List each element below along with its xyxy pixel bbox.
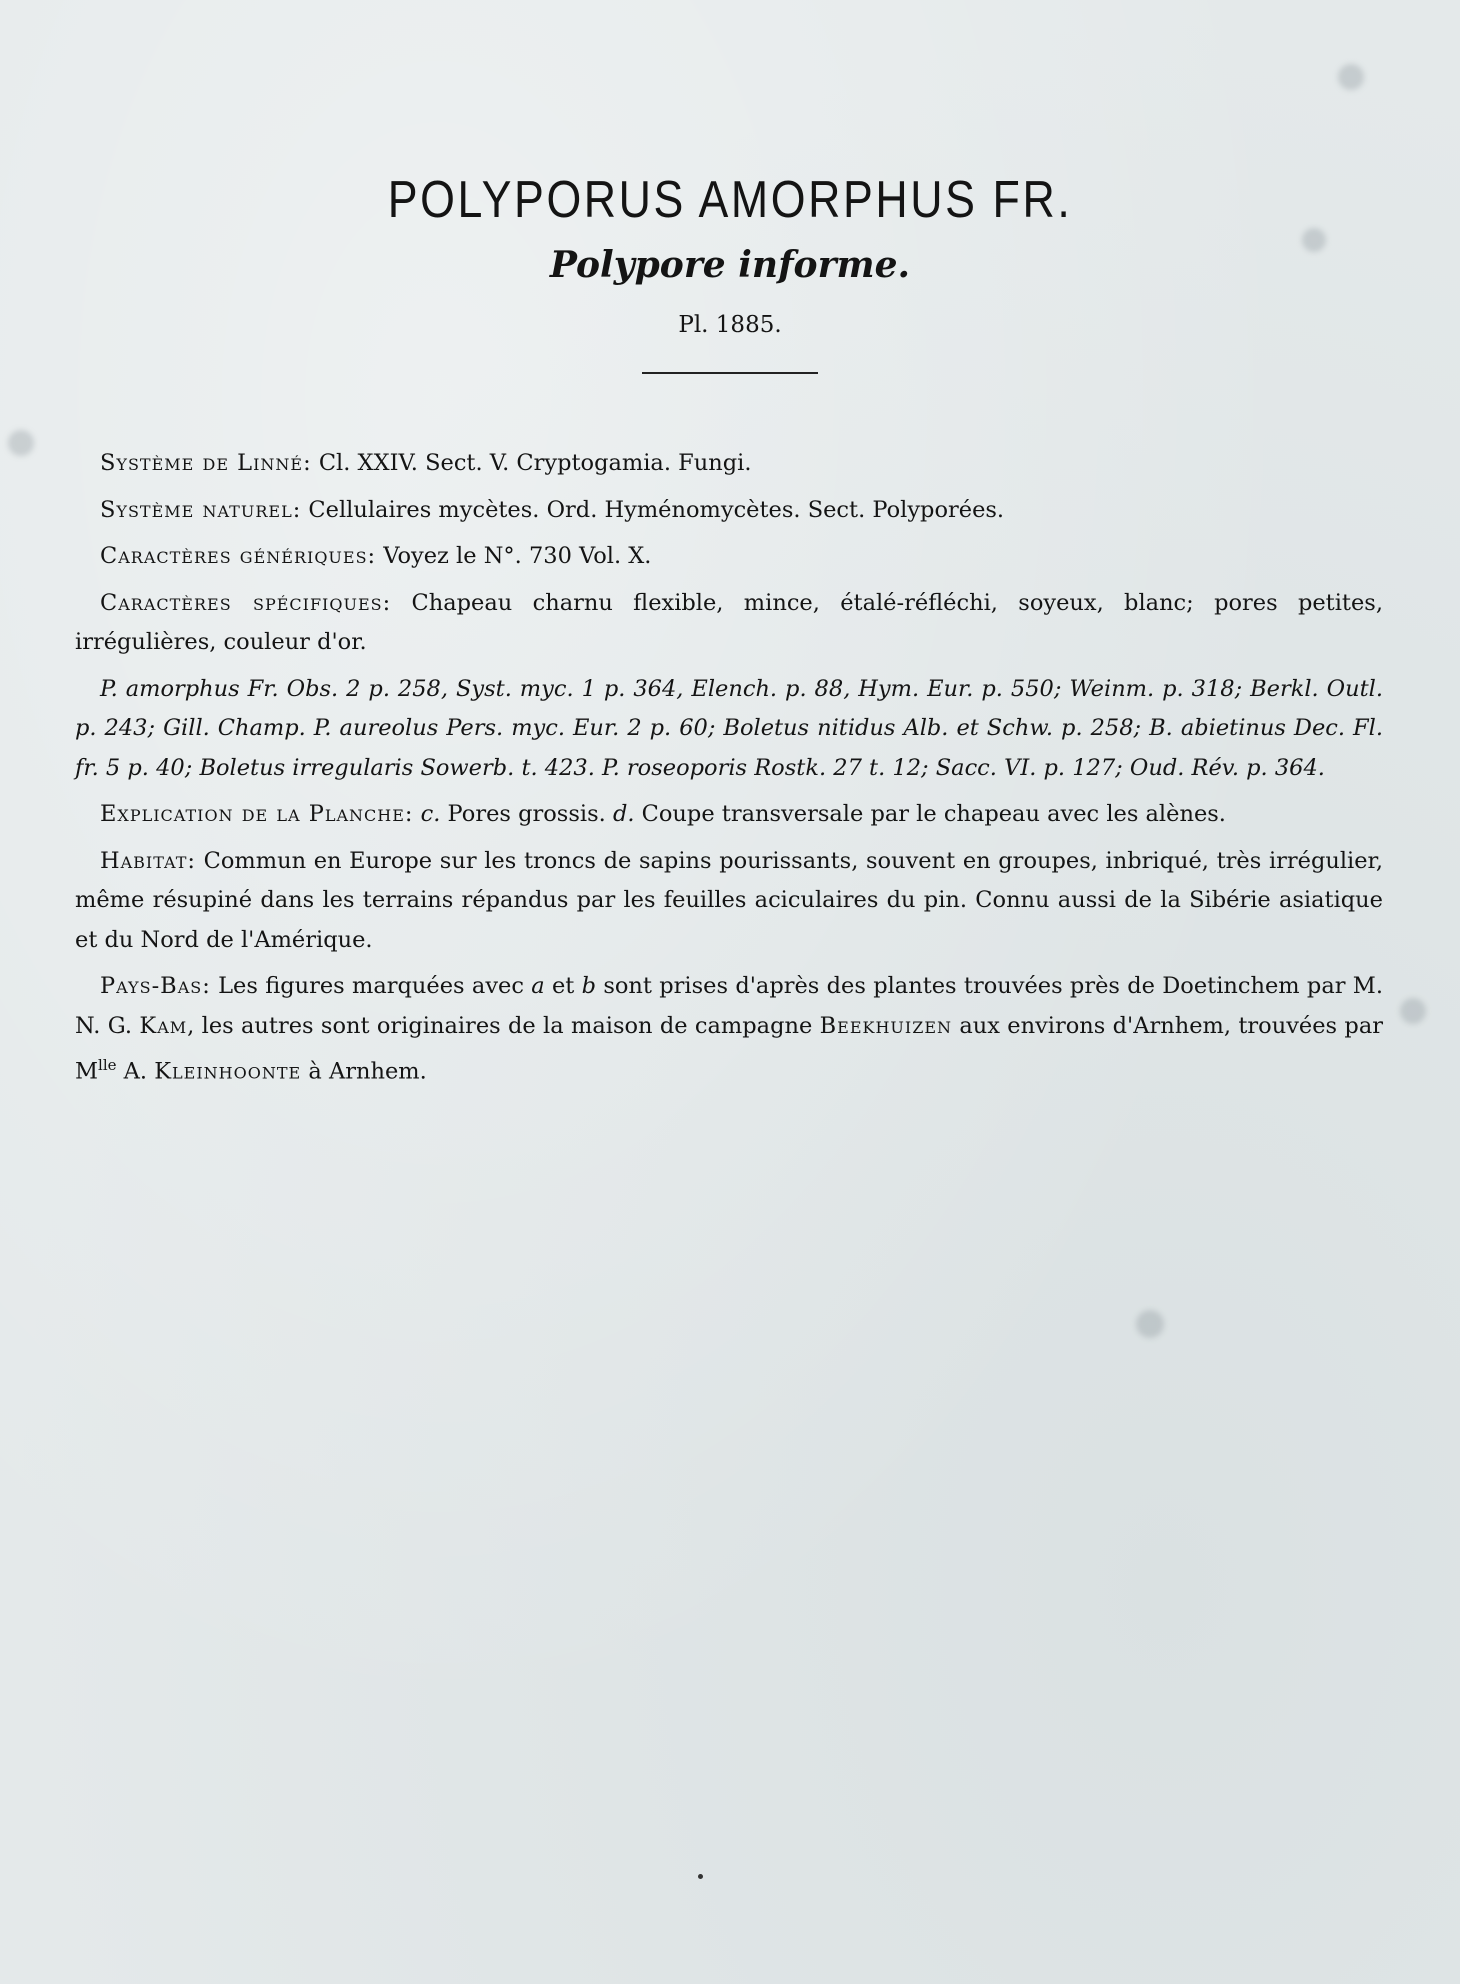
section-linne xyxy=(75,444,1383,484)
text-fragment: aux environs d'Arnhem, trouvées par M xyxy=(75,1012,1383,1085)
page-subtitle: Polypore informe. xyxy=(549,244,911,286)
text-fragment: Coupe transversale par le chapeau avec les alènes. xyxy=(634,801,1226,827)
mlle-superscript: lle xyxy=(98,1056,117,1074)
figure-letter-c: c. xyxy=(420,801,441,827)
text-fragment: Les figures marquées avec xyxy=(210,973,532,999)
text-fragment: sont prises d'après des plantes trouvées près de Doetinchem par M. N. G. xyxy=(75,973,1383,1039)
section-label: Explication de la Planche: xyxy=(100,801,414,827)
section-references: P. amorphus Fr. Obs. 2 p. 258, Syst. myc. 1 p. 364, Elench. p. 88, Hym. Eur. p. 550; Weinm. p. 318; Berkl. Outl. p. 243; Gill. Champ. P. aureolus Pers. myc. Eur. 2 p. 60; Boletus nitidus Alb. et Schw. p. 258; B. abietinus Dec. Fl. fr. 5 p. 40; Boletus irregularis Sowerb. t. 423. P. roseoporis Rostk. 27 t. 12; Sacc. VI. p. 127; Oud. Rév. p. 364. xyxy=(75,675,1383,781)
section-text: Voyez le N°. 730 Vol. X. xyxy=(376,543,652,569)
paper-spot xyxy=(1338,64,1364,90)
text-fragment: à Arnhem. xyxy=(301,1058,427,1085)
section-text: Cl. XXIV. Sect. V. Cryptogamia. Fungi. xyxy=(311,450,752,476)
paper-spot xyxy=(8,430,34,456)
section-label: Habitat: xyxy=(100,847,196,874)
paper-spot xyxy=(1136,1310,1164,1338)
section-specifiques xyxy=(75,584,1383,663)
text-fragment: , les autres sont originaires de la maison de campagne xyxy=(187,1012,820,1039)
section-text: Cellulaires mycètes. Ord. Hyménomycètes. Sect. Polyporées. xyxy=(301,496,1005,523)
section-label: Caractères spécifiques: xyxy=(100,589,392,616)
person-name-kam: Kam xyxy=(139,1012,188,1039)
section-generiques xyxy=(75,537,1383,577)
section-text: Commun en Europe sur les troncs de sapins pourissants, souvent en groupes, inbriqué, très irrégulier, même résupiné dans les terrains répandus par les feuilles aciculaires du pin. Connu aussi de la Sibérie asiatique et du Nord de l'Amérique. xyxy=(75,847,1383,953)
paper-spot xyxy=(1400,998,1426,1024)
page-title: POLYPORUS AMORPHUS FR. xyxy=(387,171,1073,229)
text-fragment: A. xyxy=(116,1058,155,1085)
section-explication xyxy=(75,795,1383,835)
section-naturel xyxy=(75,491,1383,531)
section-label: Système de Linné: xyxy=(100,450,312,476)
plate-number: Pl. 1885. xyxy=(678,312,782,338)
figure-letter-b: b xyxy=(581,973,597,999)
figure-letter-a: a xyxy=(531,973,545,999)
divider xyxy=(642,372,818,374)
section-label: Pays-Bas: xyxy=(100,973,211,999)
section-label: Caractères génériques: xyxy=(100,543,377,569)
page-dot xyxy=(698,1874,703,1879)
text-fragment: Pores grossis. xyxy=(440,801,613,827)
figure-letter-d: d. xyxy=(612,801,635,827)
section-habitat xyxy=(75,842,1383,961)
description-body xyxy=(75,444,1383,1099)
section-paysbas xyxy=(75,967,1383,1092)
text-fragment xyxy=(413,801,420,827)
person-name-kleinhoonte: Kleinhoonte xyxy=(154,1058,302,1085)
section-text: Chapeau charnu flexible, mince, étalé-réfléchi, soyeux, blanc; pores petites, irrégulières, couleur d'or. xyxy=(75,589,1383,655)
header xyxy=(0,170,1460,374)
place-name-beekhuizen: Beekhuizen xyxy=(819,1012,953,1039)
text-fragment: et xyxy=(544,973,582,999)
section-label: Système naturel: xyxy=(100,496,302,523)
